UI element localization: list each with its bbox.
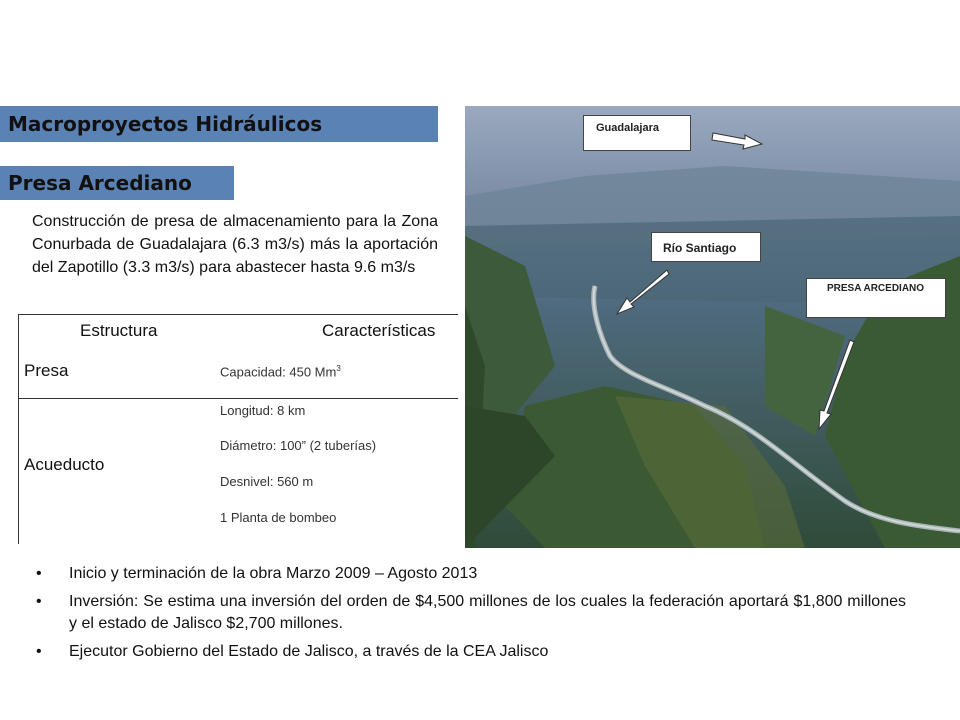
bullet-list xyxy=(36,563,906,669)
structure-table xyxy=(18,314,458,544)
bullet-ejecutor xyxy=(36,641,906,663)
label-rio-santiago: Río Santiago xyxy=(651,232,761,262)
project-description: Construcción de presa de almacenamiento para la Zona Conurbada de Guadalajara (6.3 m3/s) más la aportación del Zapotillo (3.3 m3/s) para abastecer hasta 9.6 m3/s xyxy=(32,213,438,276)
presa-capacidad xyxy=(220,364,341,379)
table-left-border xyxy=(18,314,19,544)
label-presa-arcediano: PRESA ARCEDIANO xyxy=(806,278,946,318)
bullet-dot: • xyxy=(36,643,42,660)
bullet-inicio xyxy=(36,563,906,585)
bullet-dot: • xyxy=(36,565,42,582)
row-label-presa: Presa xyxy=(24,361,69,380)
bullet-inversion-text: Inversión: Se estima una inversión del orden de $4,500 millones de los cuales la federación aportará $1,800 millones y el estado de Jalisco $2,700 millones. xyxy=(69,593,906,632)
capacidad-exponent: 3 xyxy=(336,364,341,373)
canyon-illustration xyxy=(465,106,960,548)
table-top-border xyxy=(18,314,458,315)
table-row-divider xyxy=(18,398,458,399)
aerial-photo-canyon xyxy=(465,106,960,548)
row-label-acueducto: Acueducto xyxy=(24,455,105,474)
acueducto-planta: 1 Planta de bombeo xyxy=(220,510,337,525)
header-estructura: Estructura xyxy=(80,321,158,340)
bullet-inversion xyxy=(36,591,906,635)
section-title-banner: Macroproyectos Hidráulicos xyxy=(0,106,438,142)
acueducto-diametro: Diámetro: 100” (2 tuberías) xyxy=(220,438,377,453)
subtitle-banner: Presa Arcediano xyxy=(0,166,234,200)
header-caracteristicas: Características xyxy=(322,321,436,340)
bullet-dot: • xyxy=(36,593,42,610)
label-guadalajara: Guadalajara xyxy=(583,115,691,151)
bullet-ejecutor-text: Ejecutor Gobierno del Estado de Jalisco, a través de la CEA Jalisco xyxy=(69,643,549,660)
acueducto-desnivel: Desnivel: 560 m xyxy=(220,474,314,489)
presa-capacidad-text: Capacidad: 450 Mm xyxy=(220,364,337,380)
bullet-inicio-text: Inicio y terminación de la obra Marzo 2009 – Agosto 2013 xyxy=(69,565,478,582)
acueducto-longitud: Longitud: 8 km xyxy=(220,403,306,418)
